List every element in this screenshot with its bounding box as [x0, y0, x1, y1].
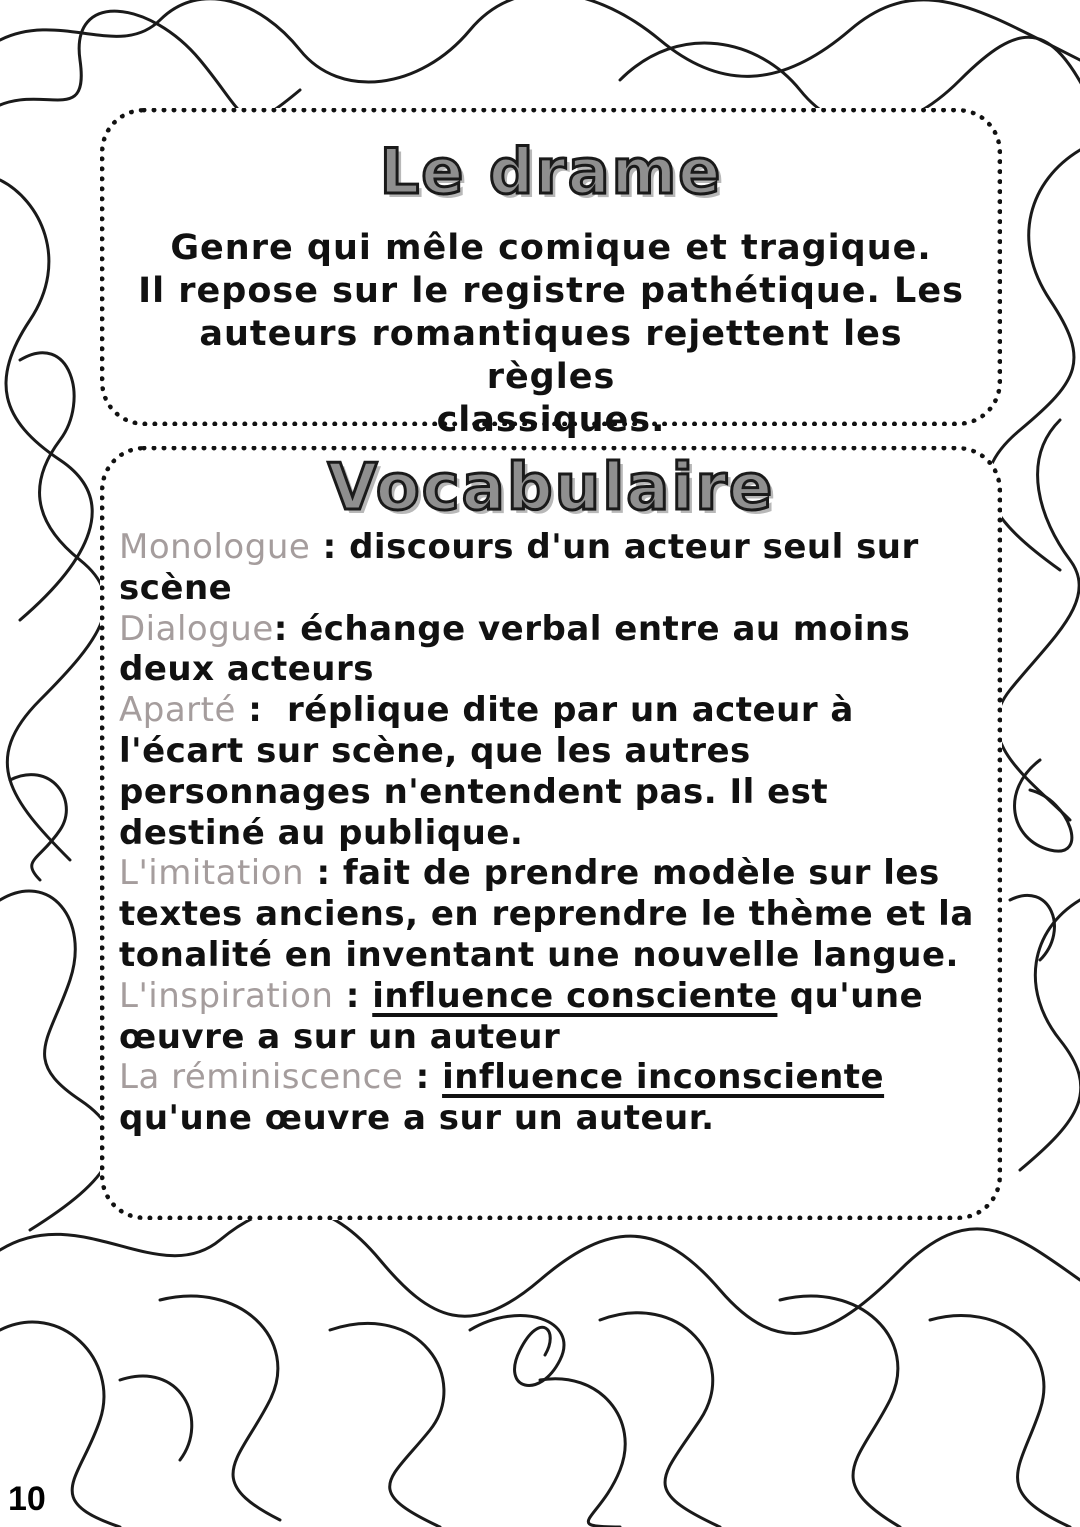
vocab-entry-inspiration: [119, 976, 983, 1058]
vocab-entry-dialogue: [119, 609, 983, 691]
vocab-separator: :: [403, 1057, 443, 1098]
vocabulaire-title: Vocabulaire: [327, 451, 775, 525]
vocab-entry-imitation: [119, 853, 983, 975]
drame-line: auteurs romantiques rejettent les règles: [199, 314, 903, 397]
drame-line: Il repose sur le registre pathétique. Les: [138, 271, 964, 311]
drame-card: [100, 108, 1002, 440]
vocab-separator: :: [310, 527, 350, 567]
vocab-term: Monologue: [119, 527, 311, 567]
vocab-definition: fait de prendre modèle sur les textes anciens, en reprendre le thème et la tonalité en inventant une nouvelle langue.: [119, 853, 974, 975]
drame-title: Le drame: [379, 135, 723, 208]
vocab-entry-monologue: [119, 527, 983, 609]
vocab-entry-aparte: [119, 690, 983, 853]
vocabulaire-card: [100, 446, 1002, 1220]
vocab-separator: :: [273, 608, 301, 649]
vocab-definition: qu'une œuvre a sur un auteur.: [119, 1098, 715, 1139]
vocab-definition: réplique dite par un acteur à l'écart sur scène, que les autres personnages n'entendent pas. Il est destiné au publique.: [119, 690, 854, 853]
vocab-term: La réminiscence: [119, 1057, 404, 1098]
vocab-underlined: influence consciente: [372, 975, 778, 1016]
page-number: 10: [8, 1480, 46, 1518]
vocab-separator: :: [333, 975, 373, 1016]
vocab-definition: échange verbal entre au moins deux acteurs: [119, 608, 911, 690]
drame-description: [135, 227, 967, 442]
vocab-entry-reminiscence: [119, 1057, 983, 1139]
vocab-term: Aparté: [119, 690, 236, 731]
vocab-underlined: influence inconsciente: [442, 1057, 885, 1098]
vocab-separator: :: [235, 690, 288, 731]
vocabulaire-list: [119, 527, 983, 1139]
vocab-term: L'imitation: [119, 853, 305, 894]
vocab-term: Dialogue: [119, 608, 274, 649]
vocab-term: L'inspiration: [119, 975, 334, 1016]
drame-line: classiques.: [436, 400, 666, 440]
vocab-definition: qu'une œuvre a sur un auteur: [119, 975, 924, 1057]
drame-line: Genre qui mêle comique et tragique.: [170, 228, 932, 268]
vocab-separator: :: [304, 853, 343, 894]
vocab-definition: discours d'un acteur seul sur scène: [119, 527, 919, 608]
